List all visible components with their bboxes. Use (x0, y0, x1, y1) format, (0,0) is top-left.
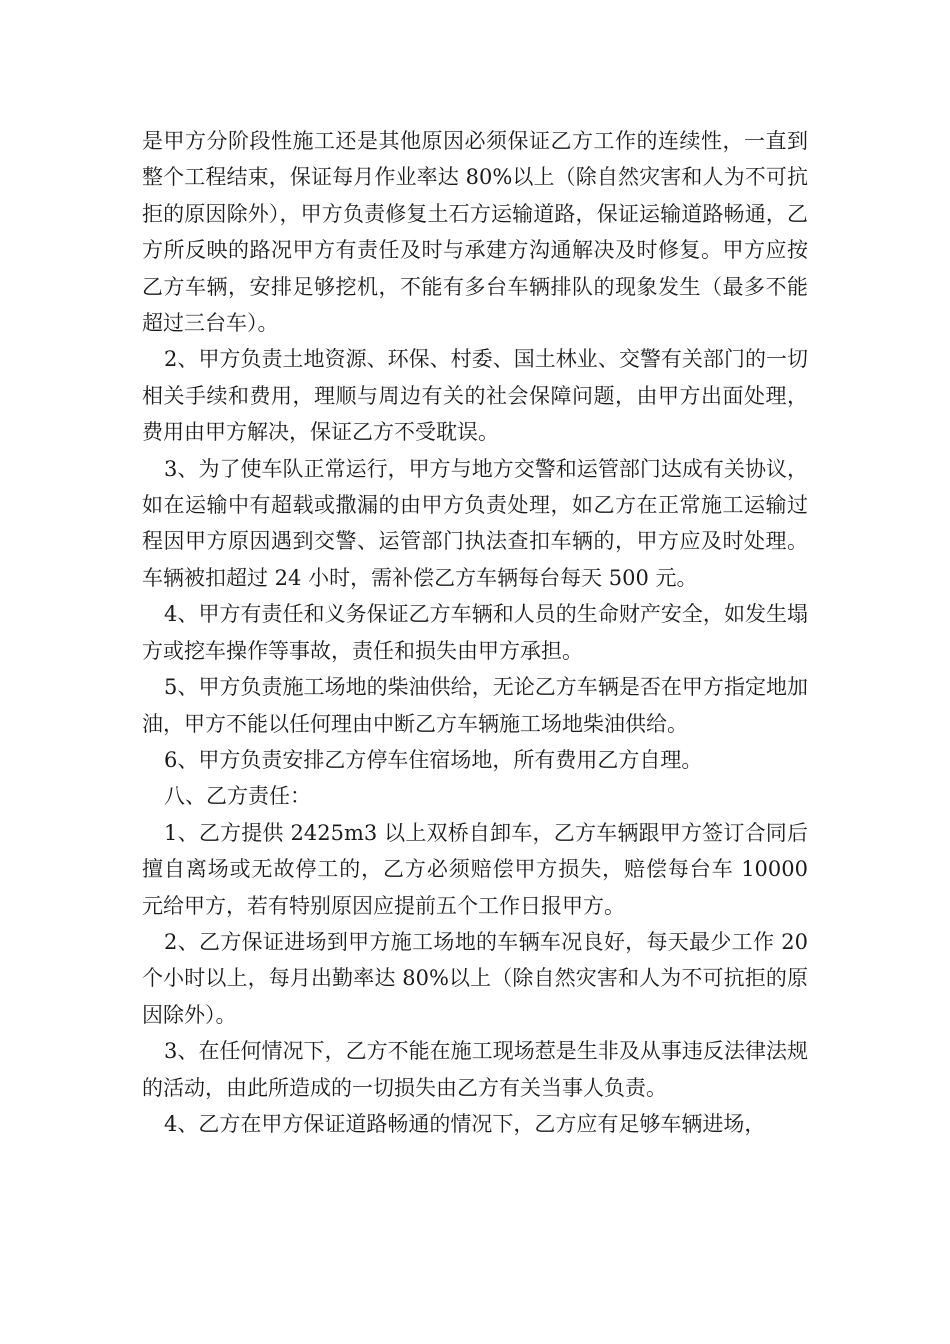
paragraph-party-a-item-5: 5、甲方负责施工场地的柴油供给，无论乙方车辆是否在甲方指定地加油，甲方不能以任何理由中断乙方车辆施工场地柴油供给。 (142, 675, 808, 736)
document-body (142, 123, 808, 1142)
paragraph-party-a-item-3: 3、为了使车队正常运行，甲方与地方交警和运管部门达成有关协议，如在运输中有超载或撒漏的由甲方负责处理，如乙方在正常施工运输过程因甲方原因遇到交警、运管部门执法查扣车辆的，甲方应及时处理。车辆被扣超过 24 小时，需补偿乙方车辆每台每天 500 元。 (142, 456, 808, 590)
paragraph-party-a-item-2: 2、甲方负责土地资源、环保、村委、国土林业、交警有关部门的一切相关手续和费用，理顺与周边有关的社会保障问题，由甲方出面处理，费用由甲方解决，保证乙方不受耽误。 (142, 347, 808, 445)
paragraph-party-a-item-4: 4、甲方有责任和义务保证乙方车辆和人员的生命财产安全，如发生塌方或挖车操作等事故，责任和损失由甲方承担。 (142, 602, 808, 663)
paragraph-party-b-item-3: 3、在任何情况下，乙方不能在施工现场惹是生非及从事违反法律法规的活动，由此所造成的一切损失由乙方有关当事人负责。 (142, 1039, 808, 1100)
paragraph-party-b-item-2: 2、乙方保证进场到甲方施工场地的车辆车况良好，每天最少工作 20 个小时以上，每月出勤率达 80%以上（除自然灾害和人为不可抗拒的原因除外）。 (142, 929, 808, 1027)
paragraph-party-a-item-6: 6、甲方负责安排乙方停车住宿场地，所有费用乙方自理。 (164, 747, 703, 772)
section-heading-party-b: 八、乙方责任： (164, 784, 312, 809)
paragraph-continuation: 是甲方分阶段性施工还是其他原因必须保证乙方工作的连续性，一直到整个工程结束，保证每月作业率达 80%以上（除自然灾害和人为不可抗拒的原因除外），甲方负责修复土石方运输道路，保证运输道路畅通，乙方所反映的路况甲方有责任及时与承建方沟通解决及时修复。甲方应按乙方车辆，安排足够挖机，不能有多台车辆排队的现象发生（最多不能超过三台车）。 (142, 129, 808, 336)
paragraph-party-b-item-4: 4、乙方在甲方保证道路畅通的情况下，乙方应有足够车辆进场， (164, 1111, 766, 1136)
paragraph-party-b-item-1: 1、乙方提供 2425m3 以上双桥自卸车，乙方车辆跟甲方签订合同后擅自离场或无故停工的，乙方必须赔偿甲方损失，赔偿每台车 10000 元给甲方，若有特别原因应提前五个工作日报甲方。 (142, 820, 808, 918)
